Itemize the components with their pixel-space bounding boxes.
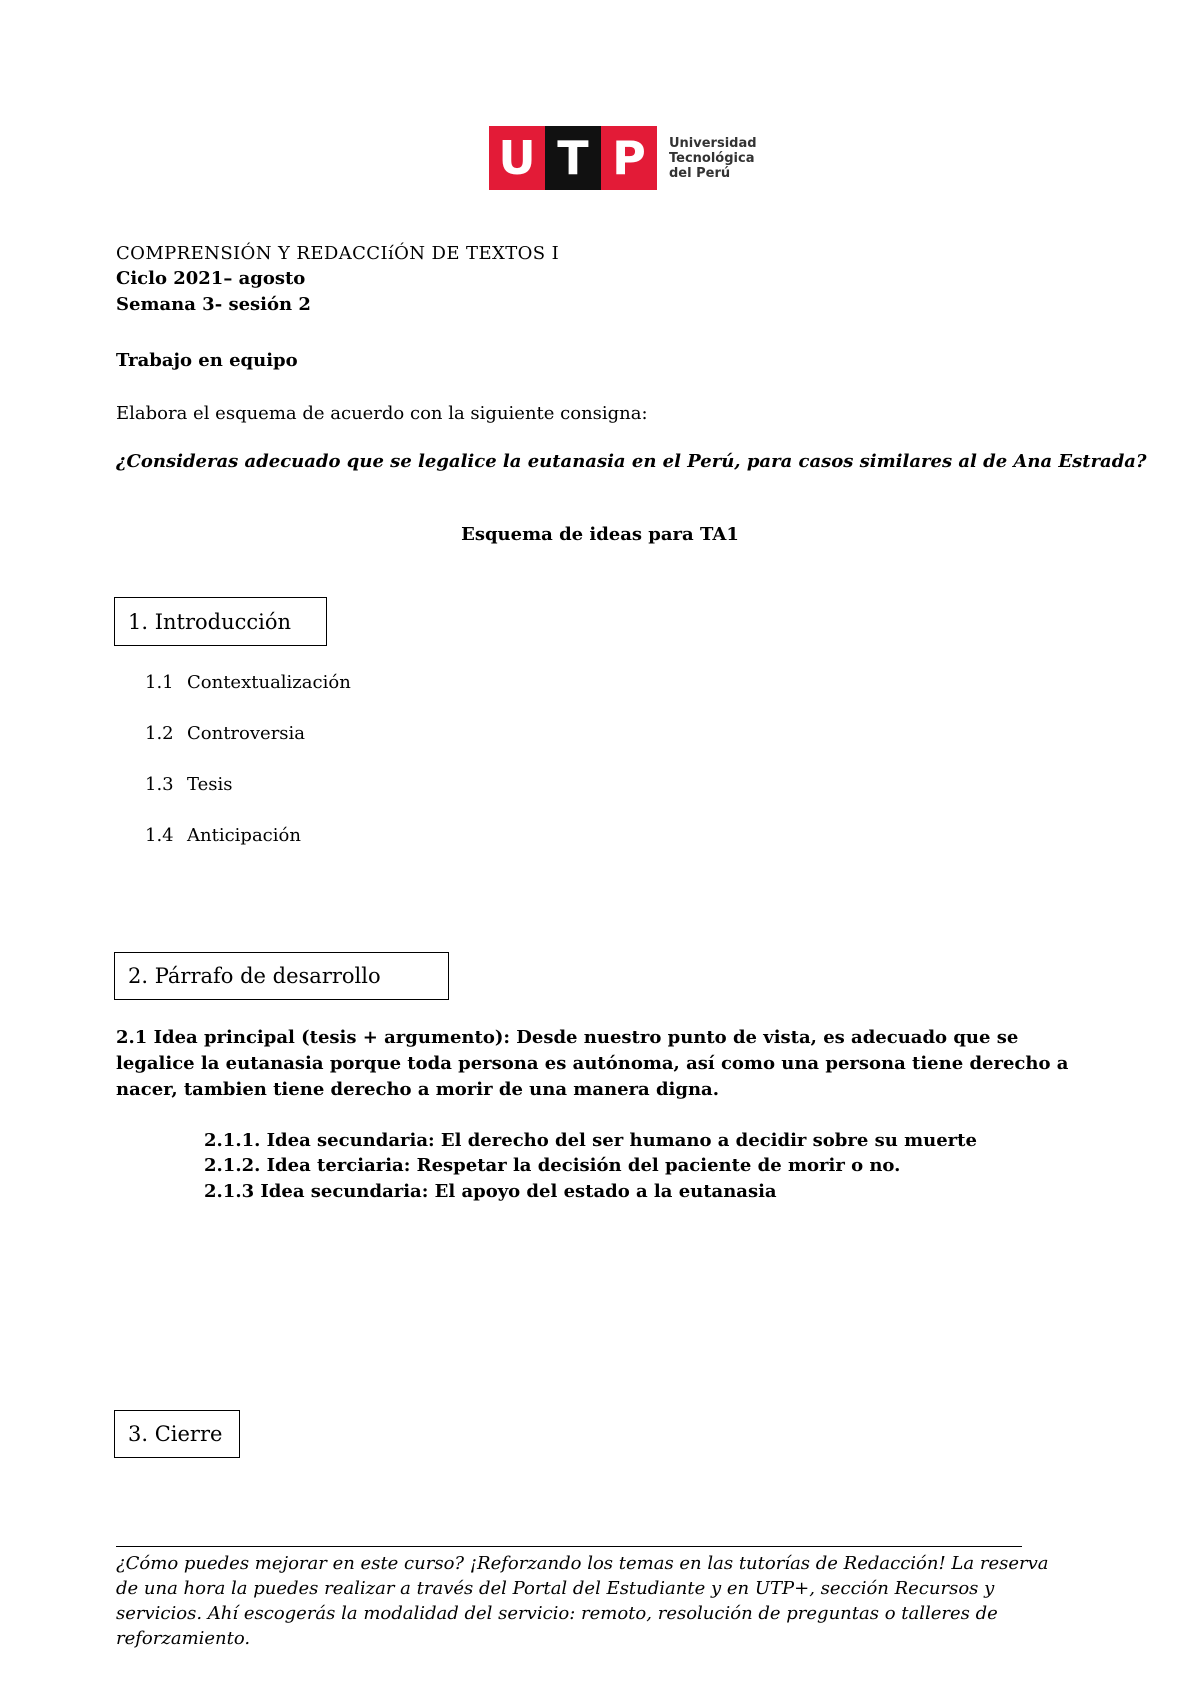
week-session-label: Semana 3- sesión 2 (116, 294, 311, 315)
task-title: Trabajo en equipo (116, 350, 298, 371)
task-instruction: Elabora el esquema de acuerdo con la siguiente consigna: (116, 403, 648, 424)
cycle-label: Ciclo 2021– agosto (116, 268, 306, 289)
closing-heading: 3. Cierre (114, 1410, 240, 1458)
utp-logo (489, 126, 757, 190)
secondary-idea: 2.1.1. Idea secundaria: El derecho del ser humano a decidir sobre su muerte (204, 1130, 977, 1151)
secondary-idea: 2.1.3 Idea secundaria: El apoyo del estado a la eutanasia (204, 1181, 777, 1202)
main-idea-paragraph: 2.1 Idea principal (tesis + argumento): Desde nuestro punto de vista, es adecuado que se legalice la eutanasia porque toda persona es autónoma, así como una persona tiene derecho a nacer, tambien tiene derecho a morir de una manera digna. (116, 1027, 1069, 1100)
logo-name-line: Tecnológica (669, 150, 755, 166)
list-item (145, 774, 233, 795)
task-question: ¿Consideras adecuado que se legalice la eutanasia en el Perú, para casos similares al de Ana Estrada? (116, 451, 1147, 472)
list-item-label: Contextualización (187, 672, 351, 693)
list-item (145, 825, 301, 846)
list-item-number: 1.4 (145, 825, 174, 846)
logo-name-line: Universidad (669, 135, 757, 151)
logo-letter-p: P (601, 126, 657, 190)
logo-letter-t: T (545, 126, 601, 190)
list-item-label: Anticipación (187, 825, 301, 846)
list-item-label: Tesis (187, 774, 233, 795)
course-title: COMPRENSIÓN Y REDACCIíÓN DE TEXTOS I (116, 243, 560, 264)
list-item-number: 1.2 (145, 723, 174, 744)
development-heading: 2. Párrafo de desarrollo (114, 952, 449, 1000)
tertiary-idea: 2.1.2. Idea terciaria: Respetar la decisión del paciente de morir o no. (204, 1155, 901, 1176)
list-item-label: Controversia (187, 723, 306, 744)
footer-note: ¿Cómo puedes mejorar en este curso? ¡Reforzando los temas en las tutorías de Redacción! La reserva de una hora la puedes realizar a través del Portal del Estudiante y en UTP+, sección Recursos y servicios. Ahí escogerás la modalidad del servicio: remoto, resolución de preguntas o talleres de reforzamiento. (116, 1553, 1049, 1649)
logo-university-name (669, 136, 757, 181)
list-item-number: 1.1 (145, 672, 174, 693)
logo-letter-u: U (489, 126, 545, 190)
scheme-title: Esquema de ideas para TA1 (461, 524, 739, 545)
footer-divider (116, 1546, 1022, 1547)
list-item-number: 1.3 (145, 774, 174, 795)
list-item (145, 723, 305, 744)
logo-name-line: del Perú (669, 165, 731, 181)
introduction-heading: 1. Introducción (114, 597, 327, 646)
list-item (145, 672, 351, 693)
